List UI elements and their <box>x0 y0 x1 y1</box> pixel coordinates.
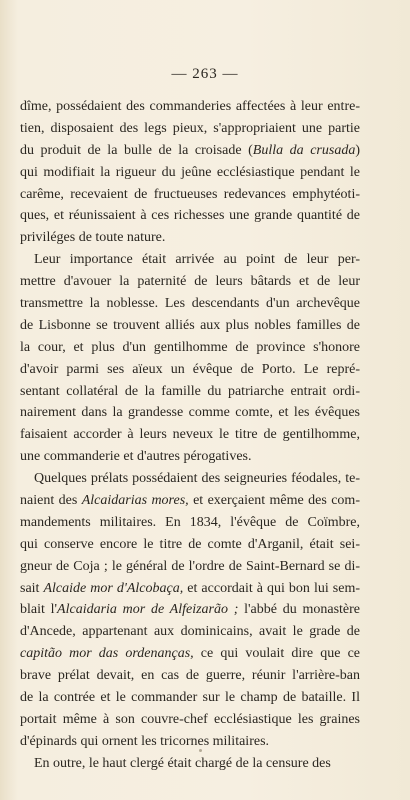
italic-term: Alcaidaria mor de Alfeizarão ; <box>57 602 239 618</box>
text-run: et accordait à qui bon lui sem- <box>183 580 360 596</box>
text-line <box>20 227 360 249</box>
text-run: priviléges de toute nature. <box>20 230 166 246</box>
text-run: faisaient accorder à leurs neveux le titre de gentilhomme, <box>20 427 360 443</box>
text-run: la cour, et plus d'un gentilhomme de province s'honore <box>20 339 360 355</box>
text-line <box>20 556 360 578</box>
text-run: ) <box>355 142 360 158</box>
text-line <box>20 534 360 556</box>
text-run: qui conserve encore le titre de comte d'Arganil, était sei- <box>20 536 360 552</box>
text-line <box>20 162 360 184</box>
text-line <box>20 643 360 665</box>
text-run: ce qui voulait dire que ce <box>193 646 360 662</box>
text-line <box>20 578 360 600</box>
text-line <box>20 709 360 731</box>
paragraph <box>20 753 360 775</box>
paragraph <box>20 96 360 249</box>
text-run: gneur de Coja ; le général de l'ordre de Saint-Bernard se di- <box>20 558 360 574</box>
text-run: En outre, le haut clergé était chargé de la censure des <box>34 755 331 771</box>
text-run: dîme, possédaient des commanderies affectées à leur entre- <box>20 99 360 114</box>
text-line <box>20 315 360 337</box>
text-line <box>20 424 360 446</box>
text-run: carême, recevaient de fructueuses redevances emphytéoti- <box>20 186 360 202</box>
text-line <box>20 140 360 162</box>
text-run: tien, disposaient des legs pieux, s'appropriaient une partie <box>20 120 360 136</box>
text-line <box>20 512 360 534</box>
text-run: de Lisbonne se trouvent alliés aux plus nobles familles de <box>20 317 360 333</box>
text-line <box>20 402 360 424</box>
text-run: ques, et réunissaient à ces richesses une grande quantité de <box>20 208 360 224</box>
text-run: blait l' <box>20 602 58 618</box>
text-line <box>20 381 360 403</box>
text-line <box>20 205 360 227</box>
italic-term: capitão mor das ordenanças, <box>20 646 194 662</box>
text-line <box>20 753 360 775</box>
italic-term: Alcaide mor d'Alcobaça, <box>43 580 184 596</box>
page-number: — 263 — <box>171 66 239 82</box>
text-run: d'Ancede, appartenant aux dominicains, avait le grade de <box>20 624 360 640</box>
text-line <box>20 118 360 140</box>
text-run: transmettre la noblesse. Les descendants d'un archevêque <box>20 296 360 312</box>
text-line <box>20 249 360 271</box>
text-run: naient des <box>20 493 82 509</box>
text-line <box>20 468 360 490</box>
text-line <box>20 599 360 621</box>
text-run: portait même à son couvre-chef ecclésiastique les graines <box>20 711 360 727</box>
text-line <box>20 621 360 643</box>
text-run: nairement dans la grandesse comme comte, et les évêques <box>20 405 360 421</box>
text-line <box>20 184 360 206</box>
text-run: brave prélat devait, en cas de guerre, réunir l'arrière-ban <box>20 668 360 684</box>
text-run: mettre d'avouer la paternité de leurs bâtards et de leur <box>20 274 360 290</box>
text-run: d'avoir parmi ses aïeux un évêque de Porto. Le repré- <box>20 361 360 377</box>
text-line <box>20 271 360 293</box>
text-run: et exerçaient même des com- <box>188 493 360 509</box>
paper-speck <box>199 749 202 752</box>
text-line <box>20 490 360 512</box>
italic-term: Alcaidarias mores, <box>81 493 189 509</box>
text-run: Quelques prélats possédaient des seigneuries féodales, te- <box>34 471 360 487</box>
text-line <box>20 293 360 315</box>
text-run: sentant collatéral de la famille du patriarche entrait ordi- <box>20 383 360 399</box>
text-line <box>20 665 360 687</box>
text-run: de la contrée et le commander sur le champ de bataille. Il <box>20 690 360 706</box>
text-run: mandements militaires. En 1834, l'évêque de Coïmbre, <box>20 514 360 530</box>
text-line <box>20 359 360 381</box>
paragraph <box>20 249 360 468</box>
text-run: du produit de la bulle de la croisade ( <box>20 142 253 158</box>
text-run: d'épinards qui ornent les tricornes militaires. <box>20 733 270 749</box>
italic-term: Bulla da crusada <box>252 142 356 158</box>
text-run: Leur importance était arrivée au point de leur per- <box>34 252 360 268</box>
text-line <box>20 731 360 753</box>
text-run: une commanderie et d'autres pérogatives. <box>20 449 252 465</box>
text-run: qui modifiait la rigueur du jeûne ecclésiastique pendant le <box>20 164 360 180</box>
body-text <box>20 96 360 775</box>
text-line <box>20 687 360 709</box>
text-line <box>20 337 360 359</box>
text-line <box>20 446 360 468</box>
paragraph <box>20 468 360 753</box>
text-run: sait <box>20 580 44 596</box>
text-line <box>20 96 360 118</box>
text-run: l'abbé du monastère <box>238 602 360 618</box>
